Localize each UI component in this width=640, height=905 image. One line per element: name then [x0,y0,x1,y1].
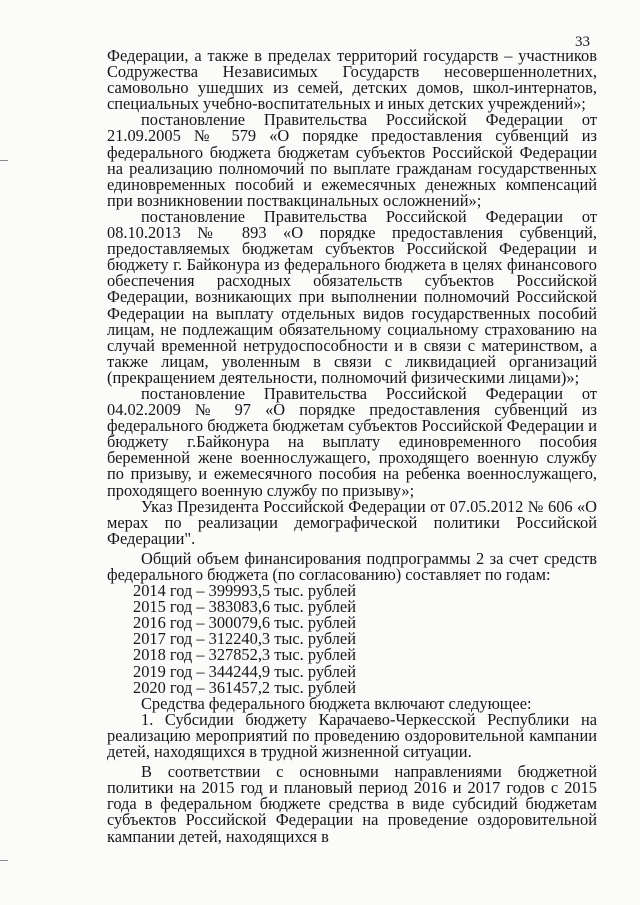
funding-year-item: 2020 год – 361457,2 тыс. рублей [133,677,356,697]
paragraph-budget-policy: В соответствии с основными направлениями бюджетной политики на 2015 год и плановый период 2016 и 2017 годов с 2015 года в федеральном бюджете средства в виде субсидий бюджетам субъектов Российской Федерации на проведение оздоровительной кампании детей, находящихся в [107,762,597,846]
funding-year-list [107,583,597,696]
page-number: 33 [575,34,590,50]
scan-artifact [0,160,8,161]
paragraph-subsidies: 1. Субсидии бюджету Карачаево-Черкесской Республики на реализацию мероприятий по проведению оздоровительной кампании детей, находящихся в трудной жизненной ситуации. [107,709,597,762]
funding-year-item: 2015 год – 383083,6 тыс. рублей [133,597,356,617]
funding-year-item: 2017 год – 312240,3 тыс. рублей [133,629,356,649]
document-body [107,48,597,845]
paragraph-continuation: Федерации, а также в пределах территорий государств – участников Содружества Независимых Государств несовершеннолетних, самовольно ушедших из семей, детских домов, школ-интернатов, специальных учебно-воспитательных и иных детских учреждений»; [107,46,597,114]
funding-year-item: 2014 год – 399993,5 тыс. рублей [133,581,356,601]
paragraph-budget-includes: Средства федерального бюджета включают следующее: [141,693,532,713]
paragraph-ukaz-606: Указ Президента Российской Федерации от 07.05.2012 № 606 «О мерах по реализации демографической политики Российской Федерации". [107,496,597,548]
scan-artifact [0,860,8,861]
paragraph-funding-intro: Общий объем финансирования подпрограммы 2 за счет средств федерального бюджета (по согласованию) составляет по годам: [107,548,597,584]
paragraph-decree-893: постановление Правительства Российской Федерации от 08.10.2013 № 893 «О порядке предоставления субвенций, предоставляемых бюджетам субъектов Российской Федерации и бюджету г. Байконура из федерального бюджета в целях финансового обеспечения расходных обязательств субъектов Российской Федерации, возникающих при выполнении полномочий Российской Федерации на выплату отдельных видов государственных пособий лицам, не подлежащим обязательному социальному страхованию на случай временной нетрудоспособности и в связи с материнством, а также лицам, уволенным в связи с ликвидацией организаций (прекращением деятельности, полномочий физическими лицами)»; [107,206,597,387]
paragraph-decree-579: постановление Правительства Российской Федерации от 21.09.2005 № 579 «О порядке предоставления субвенций из федерального бюджета бюджетам субъектов Российской Федерации на реализацию полномочий по выплате гражданам государственных единовременных пособий и ежемесячных денежных компенсаций при возникновении поствакцинальных осложнений»; [107,110,597,210]
funding-year-item: 2018 год – 327852,3 тыс. рублей [133,645,356,665]
funding-year-item: 2016 год – 300079,6 тыс. рублей [133,613,356,633]
paragraph-decree-97: постановление Правительства Российской Федерации от 04.02.2009 № 97 «О порядке предоставления субвенций из федерального бюджета бюджетам субъектов Российской Федерации и бюджету г.Байконура на выплату единовременного пособия беременной жене военнослужащего, проходящего военную службу по призыву, и ежемесячного пособия на ребенка военнослужащего, проходящего военную службу по призыву»; [107,383,597,500]
funding-year-item: 2019 год – 344244,9 тыс. рублей [133,661,356,681]
